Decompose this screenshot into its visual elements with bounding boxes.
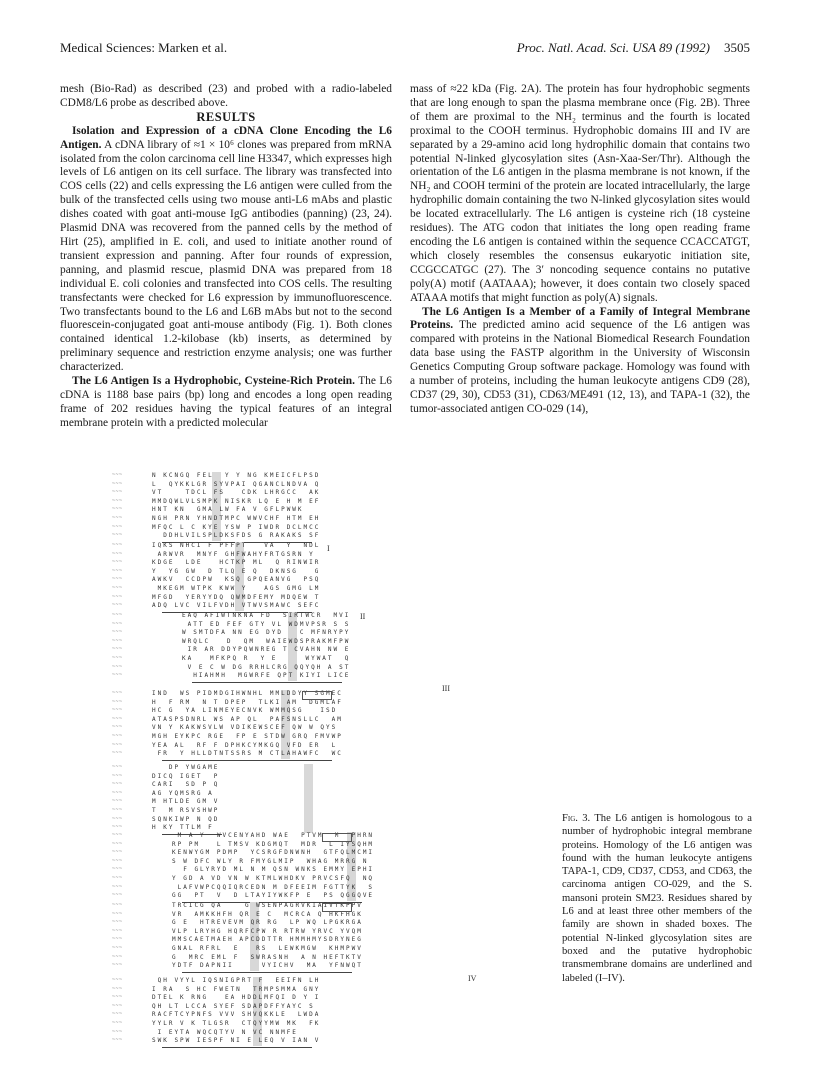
sequence-name: ~~~ xyxy=(112,919,123,926)
sequence-name: ~~~ xyxy=(112,715,123,722)
sequence-residues: FR Y HLLDTNTSSRS M CTLAHAWFC WC xyxy=(152,750,343,758)
sequence-residues: QH VYYL IQSNIGPRT F EEIFN LH xyxy=(152,977,321,984)
alignment-row xyxy=(112,621,552,630)
sequence-name: ~~~ xyxy=(112,523,123,530)
alignment-row xyxy=(112,1020,552,1029)
figure-caption xyxy=(562,812,752,985)
transmembrane-domain-label: I xyxy=(327,544,330,553)
transmembrane-domain-label: III xyxy=(442,684,450,693)
sequence-residues: ATT ED FEF GTY VL WDMVPSR S S xyxy=(182,620,351,628)
sequence-residues: TRCICG QA G WSENPAGRVKIAIVTKPPV xyxy=(172,902,363,909)
sequence-name: ~~~ xyxy=(112,789,123,796)
sequence-residues: Y YG GW D TLQ E Q DKNSG G xyxy=(152,567,321,575)
alignment-row xyxy=(112,945,552,954)
alignment-row xyxy=(112,472,552,481)
sequence-name: ~~~ xyxy=(112,977,123,983)
sequence-name: ~~~ xyxy=(112,472,123,478)
sequence-residues: DICQ IGET P xyxy=(152,772,220,780)
alignment-row xyxy=(112,655,552,664)
alignment-row xyxy=(112,790,552,799)
sequence-name: ~~~ xyxy=(112,815,123,822)
sequence-residues: VLP LRYHG HQRFCPW R RTRW YRVC YVQM xyxy=(172,927,363,935)
alignment-block xyxy=(112,977,552,1046)
alignment-row xyxy=(112,807,552,816)
alignment-row xyxy=(112,816,552,825)
journal-citation xyxy=(517,40,750,56)
sequence-residues: DP YWGAME xyxy=(152,764,220,771)
sequence-residues: MMSCAETMAEH APCDDTTR HMMHMYSDRYNEG xyxy=(172,936,363,944)
sequence-residues: QH LT LCCA SYEF SDAPDFFYAYC S xyxy=(152,1002,321,1010)
sequence-residues: L QYKKLGR SYVPAI QGANCLNDVA Q xyxy=(152,480,321,488)
sequence-name: ~~~ xyxy=(112,806,123,813)
paragraph: mesh (Bio-Rad) as described (23) and probed with a radio-labeled CDM8/L6 probe as described above. xyxy=(60,83,392,109)
glycosylation-site-box xyxy=(322,833,352,842)
alignment-row xyxy=(112,576,552,585)
sequence-name: ~~~ xyxy=(112,741,123,748)
sequence-name: ~~~ xyxy=(112,1028,123,1035)
sequence-residues: RP PM L TMSV KDGMQT MDR L IYSQHM xyxy=(172,840,375,848)
sequence-residues: ARWVR MNYF GHFWAHYFRTGSRN Y xyxy=(152,550,321,558)
glycosylation-site-box xyxy=(302,691,332,700)
alignment-row xyxy=(112,638,552,647)
sequence-residues: I RA S HC FWETN TRMPSMMA GNY xyxy=(152,985,321,993)
alignment-block xyxy=(112,612,552,681)
sequence-residues: CARI SD P Q xyxy=(152,781,220,789)
alignment-row xyxy=(112,594,552,603)
alignment-row xyxy=(112,664,552,673)
sequence-name: ~~~ xyxy=(112,824,123,831)
sequence-name: ~~~ xyxy=(112,559,123,566)
alignment-row xyxy=(112,962,552,971)
sequence-name: ~~~ xyxy=(112,506,123,513)
sequence-residues: WRQLC D QM WAIEWDSPRAKMFPW xyxy=(182,637,351,645)
section-heading: RESULTS xyxy=(196,109,256,124)
sequence-name: ~~~ xyxy=(112,985,123,992)
sequence-alignment-figure xyxy=(112,472,552,1052)
alignment-row xyxy=(112,481,552,490)
alignment-row xyxy=(112,602,552,611)
paragraph xyxy=(60,375,392,431)
alignment-row xyxy=(112,849,552,858)
sequence-residues: YEA AL RF F DPHKCYMKGQ VFD ER L xyxy=(152,741,343,749)
sequence-residues: NGH PRN YHNDTMPC WWVCHF HTM EH xyxy=(152,514,321,522)
sequence-name: ~~~ xyxy=(112,593,123,600)
alignment-row xyxy=(112,936,552,945)
sequence-residues: M A Y WVCENYAHD WAE PTVM M PHRN xyxy=(172,832,375,839)
sequence-name: ~~~ xyxy=(112,874,123,881)
sequence-name: ~~~ xyxy=(112,866,123,873)
sequence-residues: MMDQWLVLSMPK NISKR LQ E H M EF xyxy=(152,497,321,505)
alignment-block xyxy=(112,832,552,901)
sequence-name: ~~~ xyxy=(112,1002,123,1009)
sequence-residues: IND WS PIDMDGIHWNHL MMLDDYY SGMEC xyxy=(152,690,343,697)
sequence-residues: AWKV CCDPW KSQ GPQEANVG PSQ xyxy=(152,576,321,584)
sequence-name: ~~~ xyxy=(112,497,123,504)
transmembrane-domain-label: II xyxy=(360,612,366,621)
transmembrane-underline xyxy=(162,760,332,761)
sequence-residues: T M RSVSHWP xyxy=(152,806,220,814)
sequence-name: ~~~ xyxy=(112,840,123,847)
sequence-name: ~~~ xyxy=(112,663,123,670)
alignment-row xyxy=(112,954,552,963)
alignment-row xyxy=(112,884,552,893)
alignment-row xyxy=(112,1011,552,1020)
sequence-residues: H KY TTLM F xyxy=(152,824,220,832)
sequence-residues: G MRC EML F SWRASNH A N HEFTKTV xyxy=(172,953,363,961)
sequence-name: ~~~ xyxy=(112,764,123,770)
sequence-name: ~~~ xyxy=(112,542,123,548)
alignment-row xyxy=(112,1037,552,1046)
sequence-residues: EAQ AFIWTNKNA FD SIRTWCR MVI xyxy=(182,612,351,619)
caption-label: Fig. 3. xyxy=(562,813,591,824)
sequence-name: ~~~ xyxy=(112,1037,123,1044)
alignment-row xyxy=(112,928,552,937)
sequence-name: ~~~ xyxy=(112,724,123,731)
sequence-name: ~~~ xyxy=(112,962,123,969)
sequence-name: ~~~ xyxy=(112,944,123,951)
sequence-name: ~~~ xyxy=(112,781,123,788)
sequence-residues: S W DFC WLY R FMYGLMIP WHAG MRRG N xyxy=(172,857,375,865)
sequence-name: ~~~ xyxy=(112,584,123,591)
sequence-residues: VT TDCL FS CDK LHRGCC AK xyxy=(152,489,321,497)
sequence-name: ~~~ xyxy=(112,567,123,574)
alignment-row xyxy=(112,585,552,594)
sequence-residues: DTEL K RNG EA HDDLMFQI D Y I xyxy=(152,994,321,1002)
sequence-residues: V E C W DG RRHLCRG QQYQH A ST xyxy=(182,663,351,671)
subsection-heading: Isolation and Expression of a cDNA Clone Encoding the L6 Antigen. xyxy=(60,124,392,151)
sequence-residues: MKEGM WTPK KWW Y AGS GMG LM xyxy=(152,584,321,592)
sequence-residues: YDTF DAPNII VYICHV MA YFNWQT xyxy=(172,962,363,970)
glycosylation-site-box xyxy=(322,903,352,912)
sequence-name: ~~~ xyxy=(112,514,123,521)
sequence-name: ~~~ xyxy=(112,489,123,496)
sequence-name: ~~~ xyxy=(112,902,123,908)
transmembrane-domain-label: IV xyxy=(468,974,477,983)
sequence-residues: HC G YA LINMEYECNVK WMMQSG ISD xyxy=(152,707,343,715)
sequence-name: ~~~ xyxy=(112,532,123,539)
alignment-block xyxy=(112,542,552,611)
sequence-residues: MFQC L C KYE YSW P IWDR DCLMCC xyxy=(152,523,321,531)
alignment-row xyxy=(112,866,552,875)
sequence-residues: DDHLVILSPLDKSFDS G RAKAKS SF xyxy=(152,532,321,540)
sequence-name: ~~~ xyxy=(112,620,123,627)
alignment-row xyxy=(112,515,552,524)
alignment-row xyxy=(112,750,552,759)
sequence-name: ~~~ xyxy=(112,832,123,838)
alignment-block xyxy=(112,472,552,541)
sequence-name: ~~~ xyxy=(112,857,123,864)
transmembrane-underline xyxy=(162,1047,312,1048)
paragraph-text: A cDNA library of ≈1 × 10⁶ clones was prepared from mRNA isolated from the colon carcinoma cell line H3347, which expresses high levels of L6 antigen on its cell surface. The library was transfected into COS cells (22) and cells expressing the L6 antigen were culled from the bulk of the transfected cells using two mouse anti-L6 mAbs and plastic dishes coated with goat anti-mouse IgG antibodies (panning) (23, 24). Plasmid DNA was recovered from the panned cells by the method of Hirt (25), amplified in E. coli, and used to initiate another round of transient expression and panning. After four rounds of expression, panning, and plasmid rescue, plasmid DNA was prepared from 18 individual E. coli colonies and transfected into COS cells. The resulting transfectants were checked for L6 expression by immunofluorescence. Two transfectants bound to the L6 and L6B mAbs but not to the second fluorescein-conjugated goat anti-mouse antibody (Fig. 1). Both clones contained identical 1.2-kilobase (kb) inserts, as determined by preliminary sequence and restriction enzyme analysis; one was further characterized. xyxy=(60,138,392,374)
alignment-row xyxy=(112,994,552,1003)
paragraph: mass of ≈22 kDa (Fig. 2A). The protein has four hydrophobic segments that are long enough to span the plasma membrane once (Fig. 2B). Three of them are proximal to the NH₂ terminus and the fourth is located proximal to the COOH terminus. Hydrophobic domains III and IV are separated by a 29-amino acid long hydrophilic domain that contains two potential N-linked glycosylation sites (Asn-Xaa-Ser/Thr). Although the orientation of the L6 antigen in the plasma membrane is not known, if the NH₂ and COOH termini of the protein are located intracellularly, the large hydrophilic domain containing the two N-linked glycosylation sites would be located extracellularly. The L6 antigen is cysteine rich (18 cysteine residues). The ATG codon that initiates the long open reading frame encoding the L6 antigen is contained within the sequence CCACCATGT, which closely resembles the consensus eukaryotic initiation site, CCGCCATGC (27). The 3′ noncoding sequence contains no putative poly(A) motif (AATAAA); however, it does contain two closely spaced ATAAA motifs that might function as poly(A) signals. xyxy=(410,83,750,304)
page-number: 3505 xyxy=(724,40,750,55)
sequence-name: ~~~ xyxy=(112,480,123,487)
alignment-block xyxy=(112,690,552,759)
alignment-row xyxy=(112,716,552,725)
alignment-row xyxy=(112,977,552,986)
sequence-residues: RACFTCYPNFS VVV SHVQKKLE LWDA xyxy=(152,1011,321,1019)
sequence-residues: MGH EYKPC RGE FP E STDW GRQ FMVWP xyxy=(152,732,343,740)
alignment-row xyxy=(112,875,552,884)
sequence-name: ~~~ xyxy=(112,798,123,805)
left-column xyxy=(60,83,392,431)
transmembrane-underline xyxy=(192,682,342,683)
alignment-row xyxy=(112,672,552,681)
alignment-row xyxy=(112,542,552,551)
alignment-row xyxy=(112,524,552,533)
sequence-residues: SWK SPW IESPF NI E LEQ V IAN V xyxy=(152,1037,321,1045)
sequence-residues: F GLYRYD ML N M QSN WNKS EMMY EPHI xyxy=(172,866,375,874)
paragraph xyxy=(60,125,392,375)
sequence-name: ~~~ xyxy=(112,602,123,609)
sequence-name: ~~~ xyxy=(112,849,123,856)
sequence-name: ~~~ xyxy=(112,750,123,757)
sequence-residues: IQKS NHCI F PFFPT VA Y NDL xyxy=(152,542,321,549)
sequence-residues: KDGE LDE HCTKP ML Q RINWIR xyxy=(152,559,321,567)
alignment-row xyxy=(112,742,552,751)
sequence-name: ~~~ xyxy=(112,698,123,705)
paragraph-text: The predicted amino acid sequence of the L6 antigen was compared with proteins in the National Biomedical Research Foundation data base using the FASTP algorithm in the University of Wisconsin Genetics Computing Group software package. Homology was found with a number of proteins, including the human leukocyte antigens CD9 (28), CD37 (29, 30), CD53 (31), CD63/ME491 (12, 13), and TAPA-1 (32), the tumor-associated antigen CO-029 (14), xyxy=(410,319,750,415)
alignment-row xyxy=(112,646,552,655)
alignment-block xyxy=(112,764,552,833)
alignment-row xyxy=(112,559,552,568)
sequence-residues: HNT KN GMA LW FA V GFLPWWK xyxy=(152,506,321,514)
sequence-name: ~~~ xyxy=(112,772,123,779)
sequence-residues: G E HTREVEVM QR RG LP WQ LPGKRGA xyxy=(172,919,363,927)
alignment-row xyxy=(112,724,552,733)
sequence-name: ~~~ xyxy=(112,629,123,636)
sequence-name: ~~~ xyxy=(112,1011,123,1018)
alignment-row xyxy=(112,733,552,742)
sequence-residues: AG YQMSRG A xyxy=(152,789,220,797)
sequence-residues: GNAL RFRL E RS LEWKMGW KHMPWV xyxy=(172,944,363,952)
sequence-residues: H F RM N T DPEP TLKI AM DGMLAF xyxy=(152,698,343,706)
sequence-residues: KA MFKPQ R Y E WYWAT Q xyxy=(182,654,351,662)
alignment-row xyxy=(112,489,552,498)
alignment-row xyxy=(112,699,552,708)
sequence-name: ~~~ xyxy=(112,707,123,714)
sequence-name: ~~~ xyxy=(112,892,123,899)
sequence-name: ~~~ xyxy=(112,612,123,618)
sequence-residues: N KCNGQ FEL Y Y NG KMEICFLPSD xyxy=(152,472,321,479)
journal-section: Medical Sciences: Marken et al. xyxy=(60,40,228,55)
alignment-row xyxy=(112,707,552,716)
sequence-name: ~~~ xyxy=(112,576,123,583)
sequence-name: ~~~ xyxy=(112,936,123,943)
sequence-residues: KENWYGM PDMP YCSRGFDNWNH GTFQLMCMI xyxy=(172,849,375,857)
sequence-residues: HIAHMH MGWRFE QPT KIYI LICE xyxy=(182,672,351,680)
alignment-row xyxy=(112,764,552,773)
alignment-row xyxy=(112,690,552,699)
sequence-name: ~~~ xyxy=(112,927,123,934)
alignment-row xyxy=(112,781,552,790)
sequence-name: ~~~ xyxy=(112,910,123,917)
sequence-residues: ADQ LVC VILFVDH VTWVSMAWC SEFC xyxy=(152,602,321,610)
sequence-residues: I EYTA WQCQTYV N VC NNMFE xyxy=(152,1028,321,1036)
sequence-name: ~~~ xyxy=(112,732,123,739)
alignment-row xyxy=(112,629,552,638)
sequence-residues: VN Y KAKWSVLW VDIKEWSCEF QW W QYS xyxy=(152,724,343,732)
sequence-name: ~~~ xyxy=(112,672,123,679)
sequence-residues: YYLR V K TLGSR CTQYYMW MK FK xyxy=(152,1019,321,1027)
paragraph-text: The L6 cDNA is 1188 base pairs (bp) long and encodes a long open reading frame of 202 residues having the typical features of an integral membrane protein with a predicted molecular xyxy=(60,375,392,429)
transmembrane-underline xyxy=(182,972,352,973)
alignment-row xyxy=(112,892,552,901)
alignment-row xyxy=(112,1003,552,1012)
sequence-residues: LAFVWPCQQIQRCEDN M DFEEIM FGTTYK S xyxy=(172,883,375,891)
sequence-residues: SQNKIWP N QD xyxy=(152,815,220,823)
paragraph xyxy=(410,306,750,417)
alignment-row xyxy=(112,919,552,928)
right-column xyxy=(410,83,750,417)
sequence-name: ~~~ xyxy=(112,994,123,1001)
sequence-name: ~~~ xyxy=(112,1019,123,1026)
citation-text: Proc. Natl. Acad. Sci. USA 89 (1992) xyxy=(516,40,710,55)
subsection-heading: The L6 Antigen Is a Hydrophobic, Cysteine-Rich Protein. xyxy=(72,375,355,388)
sequence-name: ~~~ xyxy=(112,646,123,653)
alignment-row xyxy=(112,498,552,507)
alignment-row xyxy=(112,612,552,621)
sequence-residues: W SMTDFA NN EG DYD C MFNRYPY xyxy=(182,629,351,637)
sequence-name: ~~~ xyxy=(112,654,123,661)
alignment-row xyxy=(112,858,552,867)
sequence-residues: VR AMKKHFH QR E C MCRCA Q HKFHGK xyxy=(172,910,363,918)
sequence-name: ~~~ xyxy=(112,690,123,696)
sequence-name: ~~~ xyxy=(112,637,123,644)
sequence-residues: IR AR DDYPQWNREG T CVAHN NW E xyxy=(182,646,351,654)
alignment-row xyxy=(112,798,552,807)
alignment-row xyxy=(112,1029,552,1038)
alignment-row xyxy=(112,773,552,782)
subsection-heading: The L6 Antigen Is a Member of a Family of Integral Membrane Proteins. xyxy=(410,305,750,332)
alignment-block xyxy=(112,902,552,971)
alignment-row xyxy=(112,532,552,541)
caption-text: The L6 antigen is homologous to a number of hydrophobic integral membrane proteins. Homology of the L6 antigen was found with the human leukocyte antigens TAPA-1, CD9, CD37, CD53, and CD63, the carcinoma antigen CO-029, and the S. mansoni protein SM23. Residues shared by L6 and at least three other members of the family are shown in shaded boxes. The potential N-linked glycosylation sites are boxed and the putative hydrophobic transmembrane domains are underlined and labeled (I–IV). xyxy=(562,813,752,984)
alignment-row xyxy=(112,568,552,577)
sequence-residues: Y GD A VD VN W KTMLWHDKV PRVCSFQ NQ xyxy=(172,874,375,882)
alignment-row xyxy=(112,986,552,995)
sequence-name: ~~~ xyxy=(112,550,123,557)
sequence-residues: ATASPSDNRL WS AP QL PAFSNSLLC AM xyxy=(152,715,343,723)
running-header xyxy=(60,40,750,60)
sequence-residues: GG PT V D LTAYIYWKFP E PS QGGQVE xyxy=(172,892,375,900)
sequence-name: ~~~ xyxy=(112,883,123,890)
alignment-row xyxy=(112,551,552,560)
sequence-residues: M HTLDE GM V xyxy=(152,798,220,806)
alignment-row xyxy=(112,506,552,515)
sequence-residues: MFGD YERYYDQ QWMDFEMY MDQEW T xyxy=(152,593,321,601)
sequence-name: ~~~ xyxy=(112,953,123,960)
